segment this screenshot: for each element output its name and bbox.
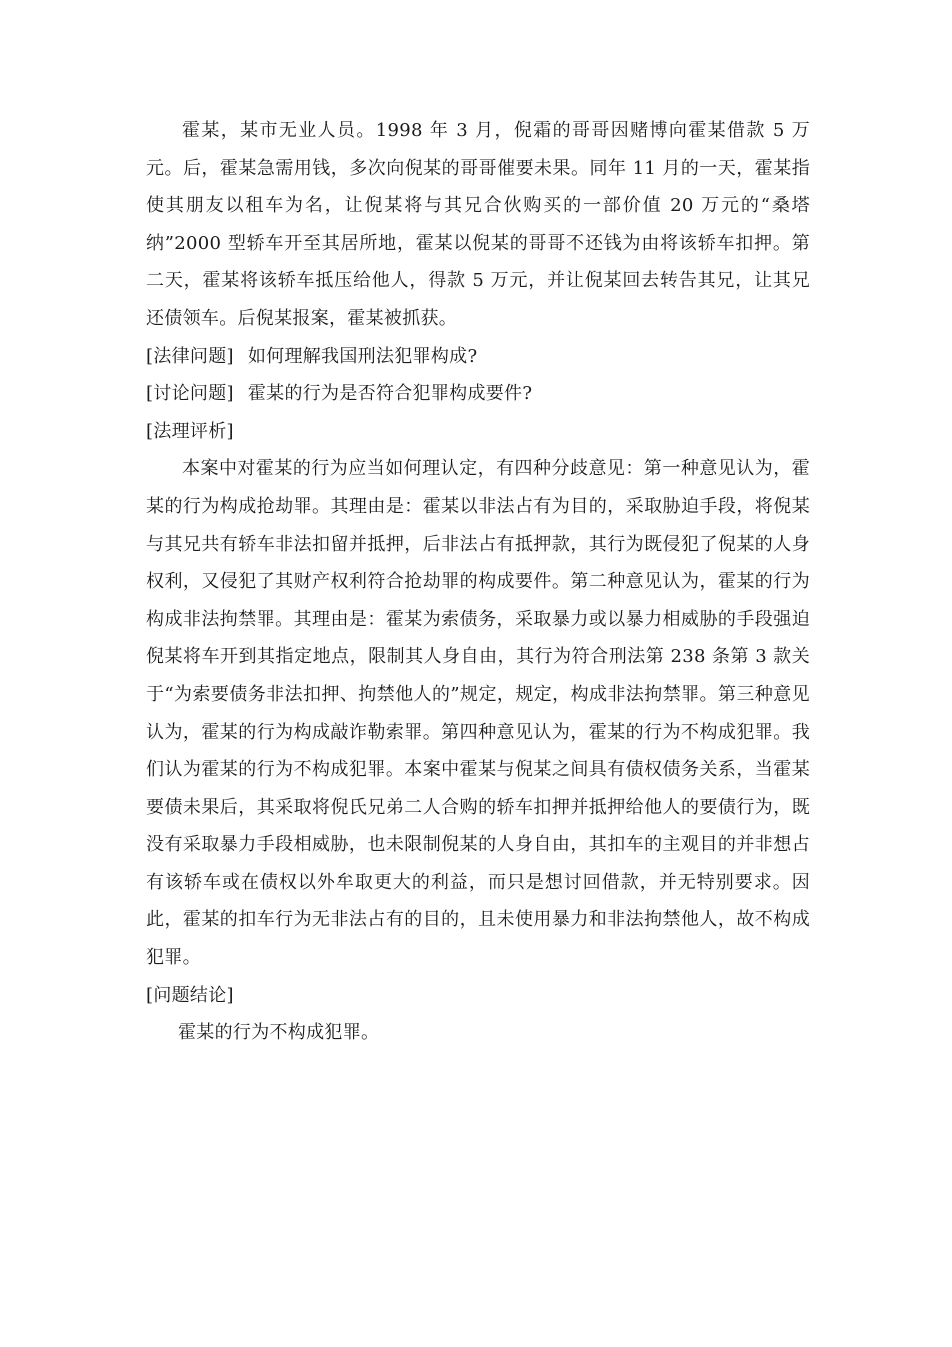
analysis-paragraph: 本案中对霍某的行为应当如何理认定，有四种分歧意见：第一种意见认为，霍某的行为构成抢劫罪。其理由是：霍某以非法占有为目的，采取胁迫手段，将倪某与其兄共有轿车非法扣留并抵押，后非法占有抵押款，其行为既侵犯了倪某的人身权利，又侵犯了其财产权利符合抢劫罪的构成要件。第二种意见认为，霍某的行为构成非法拘禁罪。其理由是：霍某为索债务，采取暴力或以暴力相威胁的手段强迫倪某将车开到其指定地点，限制其人身自由，其行为符合刑法第 238 条第 3 款关于“为索要债务非法扣押、拘禁他人的”规定，规定，构成非法拘禁罪。第三种意见认为，霍某的行为构成敲诈勒索罪。第四种意见认为，霍某的行为不构成犯罪。我们认为霍某的行为不构成犯罪。本案中霍某与倪某之间具有债权债务关系，当霍某要债未果后，其采取将倪氏兄弟二人合购的轿车扣押并抵押给他人的要债行为，既没有采取暴力手段相威胁，也未限制倪某的人身自由，其扣车的主观目的并非想占有该轿车或在债权以外牟取更大的利益，而只是想讨回借款，并无特别要求。因此，霍某的扣车行为无非法占有的目的，且未使用暴力和非法拘禁他人，故不构成犯罪。 (146, 458, 810, 969)
legal-issue-text: 如何理解我国刑法犯罪构成? (247, 345, 478, 367)
case-facts-paragraph: 霍某，某市无业人员。1998 年 3 月，倪霜的哥哥因赌博向霍某借款 5 万元。后，霍某急需用钱，多次向倪某的哥哥催要未果。同年 11 月的一天，霍某指使其朋友以租车为名，让倪某将与其兄合伙购买的一部价值 20 万元的“桑塔纳”2000 型轿车开至其居所地，霍某以倪某的哥哥不还钱为由将该轿车扣押。第二天，霍某将该轿车抵压给他人，得款 5 万元，并让倪某回去转告其兄，让其兄还债领车。后倪某报案，霍某被抓获。 (146, 120, 810, 329)
discussion-issue-line (146, 375, 810, 413)
conclusion-heading: [问题结论] (146, 984, 234, 1006)
analysis-heading: [法理评析] (146, 420, 234, 442)
legal-issue-line (146, 338, 810, 376)
legal-issue-label: [法律问题] (146, 345, 234, 367)
document-page (146, 112, 810, 1052)
discussion-issue-label: [讨论问题] (146, 383, 234, 405)
discussion-issue-text: 霍某的行为是否符合犯罪构成要件? (247, 383, 533, 405)
conclusion-text: 霍某的行为不构成犯罪。 (178, 1022, 380, 1044)
